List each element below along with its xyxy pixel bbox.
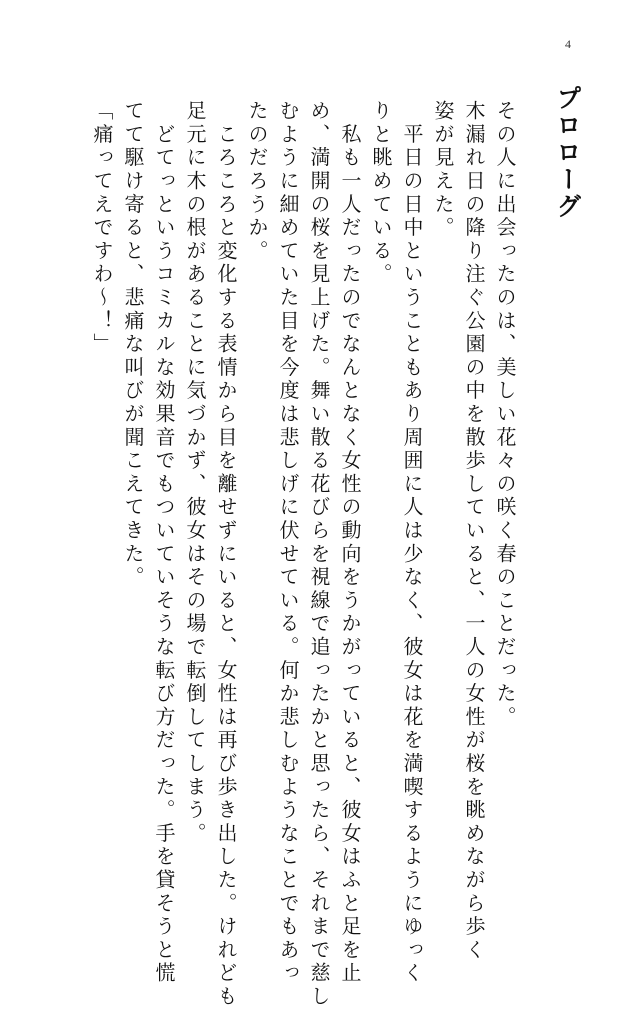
page-number: 4 — [565, 37, 571, 51]
text-line: 足元に木の根があることに気づかず、彼女はその場で転倒してしまう。 — [183, 100, 207, 846]
text-line: 平日の日中ということもあり周囲に人は少なく、彼女は花を満喫するようにゆっく — [400, 100, 424, 986]
text-line: 木漏れ日の降り注ぐ公園の中を散歩していると、一人の女性が桜を眺めながら歩く — [462, 100, 486, 963]
text-line: どてっというコミカルな効果音でもついていそうな転び方だった。手を貸そうと慌 — [152, 100, 176, 986]
text-line: その人に出会ったのは、美しい花々の咲く春のことだった。 — [493, 100, 517, 730]
text-line: め、満開の桜を見上げた。舞い散る花びらを視線で追ったかと思ったら、それまで慈し — [307, 100, 331, 1009]
text-line: たのだろうか。 — [245, 100, 269, 264]
page-title: プロローグ — [553, 85, 582, 220]
body-text — [86, 100, 520, 1009]
text-line: 姿が見えた。 — [431, 100, 455, 240]
text-line: 「痛ってえですわ〜！」 — [90, 100, 114, 357]
text-line: りと眺めている。 — [369, 100, 393, 287]
text-line: むように細めていた目を今度は悲しげに伏せている。何か悲しむようなことでもあっ — [276, 100, 300, 986]
text-line: てて駆け寄ると、悲痛な叫びが聞こえてきた。 — [121, 100, 145, 590]
text-line: 私も一人だったのでなんとなく女性の動向をうかがっていると、彼女はふと足を止 — [338, 100, 362, 986]
text-line: ころころと変化する表情から目を離せずにいると、女性は再び歩き出した。けれども — [214, 100, 238, 1009]
